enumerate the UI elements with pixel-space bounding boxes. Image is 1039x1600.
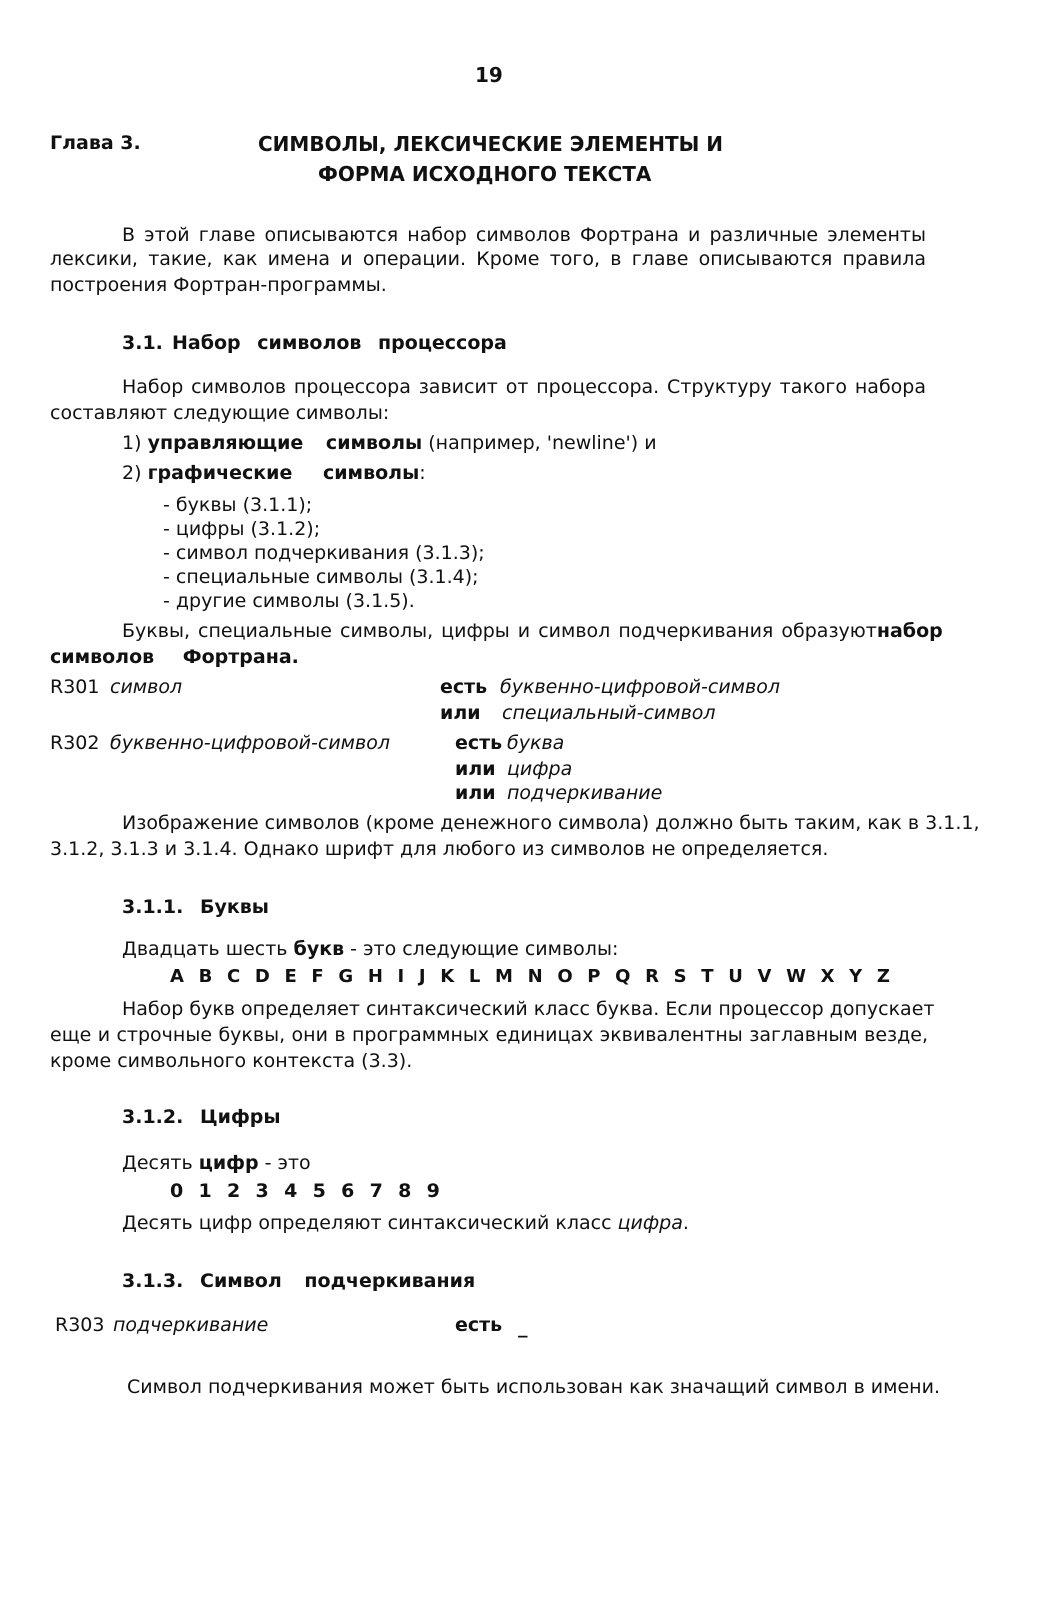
rule-r301-kw2: или xyxy=(440,702,481,724)
rule-r302-kw1: есть xyxy=(455,732,503,754)
letter-glyph: D xyxy=(254,966,270,987)
letter-glyph: V xyxy=(757,966,772,987)
s311-p1 xyxy=(122,936,618,962)
intro-line1: В этой главе описываются набор символов Фортрана и различные элементы xyxy=(122,224,926,246)
chapter-title-line1: СИМВОЛЫ, ЛЕКСИЧЕСКИЕ ЭЛЕМЕНТЫ И xyxy=(258,132,724,156)
letter-glyph: A xyxy=(170,966,184,987)
rule-r303-name: подчеркивание xyxy=(113,1314,269,1336)
digit-glyph: 3 xyxy=(255,1180,269,1202)
letter-glyph: L xyxy=(468,966,481,987)
rule-r302-v1: буква xyxy=(507,732,565,754)
s312-p2 xyxy=(122,1210,689,1236)
rule-r302-v2: цифра xyxy=(507,758,573,780)
s311-p2-line2: еще и строчные буквы, они в программных единицах эквивалентны заглавным везде, xyxy=(50,1024,928,1046)
sublist-item: - цифры (3.1.2); xyxy=(163,518,321,540)
letter-glyph: R xyxy=(645,966,659,987)
s312-p2-end: . xyxy=(682,1212,689,1234)
letter-glyph: O xyxy=(557,966,573,987)
s311-p2-line1: Набор букв определяет синтаксический класс буква. Если процессор допускает xyxy=(122,998,935,1020)
s312-p2-italic: цифра xyxy=(617,1212,683,1234)
digit-glyph: 6 xyxy=(341,1180,355,1202)
section-3-1-number: 3.1. xyxy=(122,332,163,354)
s31-p2-line1 xyxy=(122,618,943,644)
letter-glyph: M xyxy=(495,966,513,987)
rule-r302-kw2: или xyxy=(455,758,496,780)
list-item-1 xyxy=(122,430,657,456)
s31-p2-line2-end: . xyxy=(291,646,299,668)
section-3-1-1-title: Буквы xyxy=(200,896,269,918)
letter-glyph: G xyxy=(338,966,354,987)
digit-glyph: 0 xyxy=(170,1180,184,1202)
sublist-item: - буквы (3.1.1); xyxy=(163,494,313,516)
letter-glyph: H xyxy=(367,966,383,987)
s31-p2-line1-bold: набор xyxy=(876,620,943,642)
s311-p2-line3: кроме символьного контекста (3.3). xyxy=(50,1050,413,1072)
digit-glyph: 4 xyxy=(284,1180,298,1202)
section-3-1-3-title: Символ подчеркивания xyxy=(200,1270,476,1292)
list-item-2-rest: : xyxy=(419,462,426,484)
s31-p1-line2: составляют следующие символы: xyxy=(50,402,390,424)
digit-glyph: 7 xyxy=(369,1180,383,1202)
digit-glyph: 5 xyxy=(312,1180,326,1202)
letter-glyph: Q xyxy=(615,966,631,987)
s312-p2-start: Десять цифр определяют синтаксический класс xyxy=(122,1212,612,1234)
list-item-1-bold: управляющие символы xyxy=(147,432,423,454)
letter-glyph: N xyxy=(527,966,543,987)
letter-glyph: S xyxy=(673,966,687,987)
digit-glyph: 8 xyxy=(398,1180,412,1202)
section-3-1-2-title: Цифры xyxy=(200,1106,281,1128)
rule-r302-v3: подчеркивание xyxy=(507,782,663,804)
s313-p1: Символ подчеркивания может быть использован как значащий символ в имени. xyxy=(127,1376,940,1398)
list-item-1-number: 1) xyxy=(122,432,142,454)
sublist-item: - другие символы (3.1.5). xyxy=(163,590,415,612)
chapter-label: Глава 3. xyxy=(50,132,141,154)
s312-p1-end: - это xyxy=(264,1152,311,1174)
letter-glyph: U xyxy=(728,966,743,987)
letter-glyph: Z xyxy=(876,966,890,987)
section-3-1-2-number: 3.1.2. xyxy=(122,1106,184,1128)
s31-p2-line2 xyxy=(50,644,299,670)
sublist-item: - специальные символы (3.1.4); xyxy=(163,566,479,588)
rule-r303-symbol: _ xyxy=(518,1316,528,1338)
list-item-2-bold: графические символы xyxy=(147,462,420,484)
rule-r301-id: R301 xyxy=(50,676,100,698)
rule-r303-kw: есть xyxy=(455,1314,503,1336)
letter-glyph: E xyxy=(284,966,297,987)
rule-r301-kw1: есть xyxy=(440,676,488,698)
list-item-1-rest: (например, 'newline') и xyxy=(428,432,657,454)
letter-glyph: Y xyxy=(849,966,863,987)
letter-glyph: J xyxy=(418,966,426,987)
rule-r301-v1: буквенно-цифровой-символ xyxy=(500,676,780,698)
s31-p3-line1: Изображение символов (кроме денежного символа) должно быть таким, как в 3.1.1, xyxy=(122,812,980,834)
s31-p2-line2-bold: символов Фортрана xyxy=(50,646,292,668)
letter-glyph: W xyxy=(786,966,806,987)
rule-r303-id: R303 xyxy=(55,1314,105,1336)
s312-p1 xyxy=(122,1150,311,1176)
letter-glyph: X xyxy=(820,966,835,987)
page-number: 19 xyxy=(475,63,503,87)
letter-glyph: T xyxy=(701,966,714,987)
letter-glyph: C xyxy=(226,966,241,987)
digit-glyph: 2 xyxy=(227,1180,241,1202)
letter-glyph: I xyxy=(397,966,405,987)
section-3-1-3-number: 3.1.3. xyxy=(122,1270,184,1292)
list-item-2-number: 2) xyxy=(122,462,142,484)
digits-row xyxy=(170,1180,440,1202)
digit-glyph: 1 xyxy=(198,1180,212,1202)
letter-glyph: B xyxy=(198,966,213,987)
letter-glyph: K xyxy=(440,966,455,987)
s311-p1-end: - это следующие символы: xyxy=(350,938,619,960)
section-3-1-title: Набор символов процессора xyxy=(172,332,507,354)
letter-glyph: P xyxy=(587,966,601,987)
rule-r301-name: символ xyxy=(110,676,183,698)
list-item-2 xyxy=(122,460,426,486)
digit-glyph: 9 xyxy=(426,1180,440,1202)
rule-r302-id: R302 xyxy=(50,732,100,754)
s31-p2-line1-text: Буквы, специальные символы, цифры и символ подчеркивания образуют xyxy=(122,620,877,642)
rule-r302-kw3: или xyxy=(455,782,496,804)
s311-p1-start: Двадцать шесть xyxy=(122,938,288,960)
s312-p1-bold: цифр xyxy=(198,1152,259,1174)
letter-glyph: F xyxy=(311,966,324,987)
letters-row xyxy=(170,966,890,987)
s31-p1-line1: Набор символов процессора зависит от процессора. Структуру такого набора xyxy=(122,376,926,398)
rule-r301-v2: специальный-символ xyxy=(502,702,716,724)
sublist-item: - символ подчеркивания (3.1.3); xyxy=(163,542,485,564)
intro-line2: лексики, такие, как имена и операции. Кроме того, в главе описываются правила xyxy=(50,248,926,270)
s311-p1-bold: букв xyxy=(293,938,345,960)
s31-p3-line2: 3.1.2, 3.1.3 и 3.1.4. Однако шрифт для любого из символов не определяется. xyxy=(50,838,829,860)
intro-line3: построения Фортран-программы. xyxy=(50,274,387,296)
s312-p1-start: Десять xyxy=(122,1152,193,1174)
rule-r302-name: буквенно-цифровой-символ xyxy=(110,732,390,754)
chapter-title-line2: ФОРМА ИСХОДНОГО ТЕКСТА xyxy=(318,162,652,186)
section-3-1-1-number: 3.1.1. xyxy=(122,896,184,918)
